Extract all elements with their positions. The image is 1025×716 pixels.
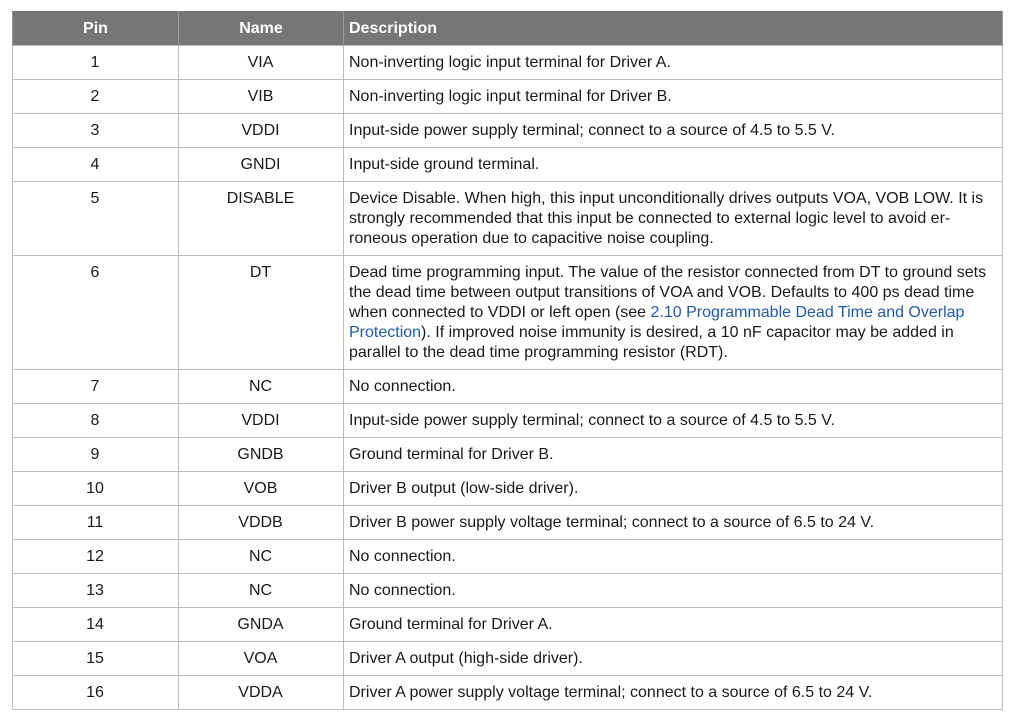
description-cell: Driver B power supply voltage terminal; connect to a source of 6.5 to 24 V. <box>344 506 1003 540</box>
table-row <box>13 114 1003 148</box>
pin-cell: 6 <box>13 256 179 370</box>
pin-cell: 2 <box>13 80 179 114</box>
name-cell: DT <box>179 256 344 370</box>
table-body <box>13 46 1003 710</box>
name-cell: NC <box>179 370 344 404</box>
name-cell: VOA <box>179 642 344 676</box>
description-cell: No connection. <box>344 540 1003 574</box>
pin-cell: 16 <box>13 676 179 710</box>
section-link[interactable]: 2.10 Programmable Dead Time and Overlap Protection <box>349 304 965 341</box>
description-cell: Driver A output (high-side driver). <box>344 642 1003 676</box>
table-row <box>13 404 1003 438</box>
table-row <box>13 46 1003 80</box>
description-cell: Driver B output (low-side driver). <box>344 472 1003 506</box>
name-cell: VDDI <box>179 404 344 438</box>
table-row <box>13 676 1003 710</box>
table-row <box>13 182 1003 256</box>
name-cell: VDDB <box>179 506 344 540</box>
description-cell: No connection. <box>344 574 1003 608</box>
description-cell: Ground terminal for Driver A. <box>344 608 1003 642</box>
table-row <box>13 608 1003 642</box>
name-cell: NC <box>179 540 344 574</box>
name-cell: GNDA <box>179 608 344 642</box>
pin-cell: 3 <box>13 114 179 148</box>
description-cell: Device Disable. When high, this input unconditionally drives outputs VOA, VOB LOW. It is strongly recommended that this input be connected to external logic level to avoid er-roneous operation due to capacitive noise coupling. <box>344 182 1003 256</box>
name-cell: NC <box>179 574 344 608</box>
description-cell: No connection. <box>344 370 1003 404</box>
table-row <box>13 472 1003 506</box>
name-cell: VIA <box>179 46 344 80</box>
name-cell: GNDB <box>179 438 344 472</box>
header-name: Name <box>179 12 344 46</box>
name-cell: DISABLE <box>179 182 344 256</box>
pin-cell: 15 <box>13 642 179 676</box>
description-cell: Input-side ground terminal. <box>344 148 1003 182</box>
pin-cell: 7 <box>13 370 179 404</box>
table-row <box>13 642 1003 676</box>
header-pin: Pin <box>13 12 179 46</box>
name-cell: VIB <box>179 80 344 114</box>
description-text: ). If improved noise immunity is desired, a 10 nF capacitor may be added in parallel to the dead time programming resistor (RDT). <box>349 324 954 361</box>
table-row <box>13 574 1003 608</box>
description-cell <box>344 256 1003 370</box>
pin-cell: 11 <box>13 506 179 540</box>
description-cell: Input-side power supply terminal; connect to a source of 4.5 to 5.5 V. <box>344 404 1003 438</box>
pin-cell: 13 <box>13 574 179 608</box>
table-header <box>13 12 1003 46</box>
description-cell: Input-side power supply terminal; connect to a source of 4.5 to 5.5 V. <box>344 114 1003 148</box>
table-row <box>13 148 1003 182</box>
table-row <box>13 438 1003 472</box>
header-row <box>13 12 1003 46</box>
pin-cell: 4 <box>13 148 179 182</box>
name-cell: VDDA <box>179 676 344 710</box>
description-cell: Non-inverting logic input terminal for Driver B. <box>344 80 1003 114</box>
pin-cell: 8 <box>13 404 179 438</box>
pin-cell: 5 <box>13 182 179 256</box>
description-text: Dead time programming input. The value of the resistor connected from DT to ground sets the dead time between output transitions of VOA and VOB. Defaults to 400 ps dead time when connected to VDDI or left open (see <box>349 264 987 321</box>
description-cell: Non-inverting logic input terminal for Driver A. <box>344 46 1003 80</box>
table-row <box>13 370 1003 404</box>
pin-cell: 12 <box>13 540 179 574</box>
table-row <box>13 80 1003 114</box>
table-row <box>13 540 1003 574</box>
pin-cell: 14 <box>13 608 179 642</box>
table-row <box>13 256 1003 370</box>
name-cell: VDDI <box>179 114 344 148</box>
description-cell: Driver A power supply voltage terminal; connect to a source of 6.5 to 24 V. <box>344 676 1003 710</box>
table-row <box>13 506 1003 540</box>
pin-description-table <box>12 11 1003 710</box>
pin-cell: 1 <box>13 46 179 80</box>
pin-cell: 10 <box>13 472 179 506</box>
description-cell: Ground terminal for Driver B. <box>344 438 1003 472</box>
pin-cell: 9 <box>13 438 179 472</box>
name-cell: VOB <box>179 472 344 506</box>
header-description: Description <box>344 12 1003 46</box>
name-cell: GNDI <box>179 148 344 182</box>
